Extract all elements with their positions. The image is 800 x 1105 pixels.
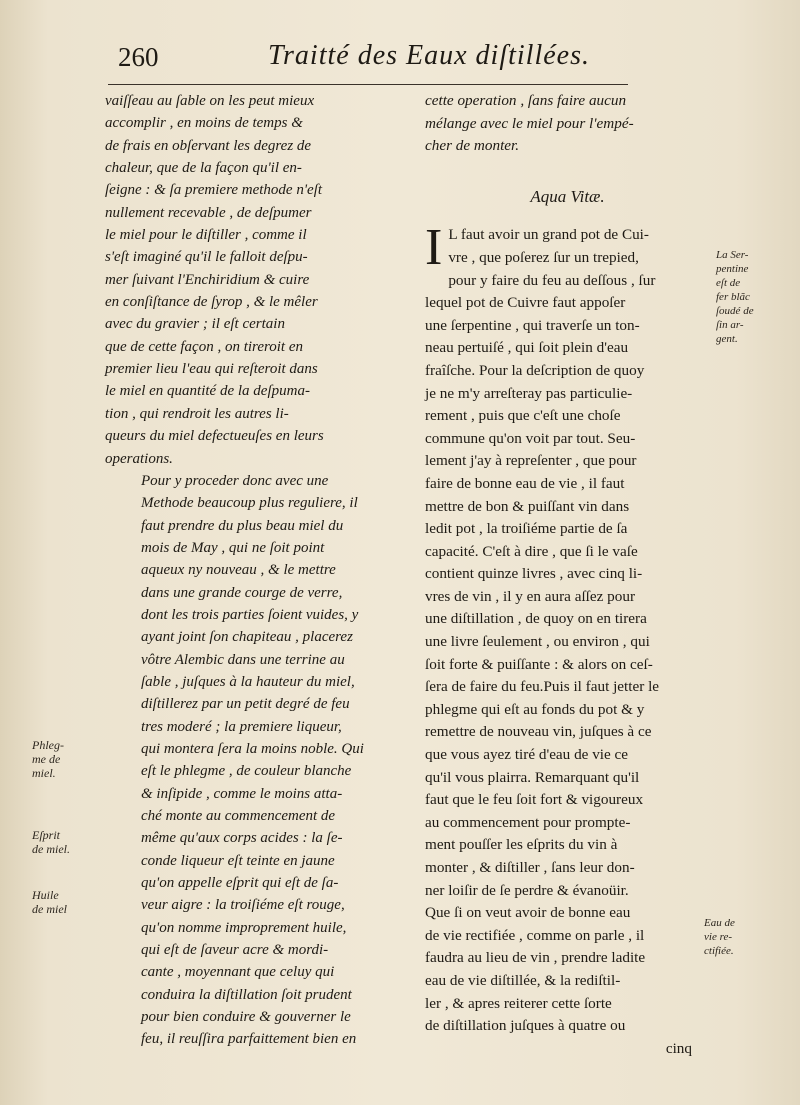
text-line: ſera de faire du feu.Puis il faut jetter le (425, 678, 660, 696)
text-line: dont les trois parties ſoient vuides, y (141, 606, 359, 623)
text-line: vres de vin , il y en aura aſſez pour (425, 587, 636, 605)
text-line: ſoit forte & puiſſante : & alors on ceſ- (425, 655, 653, 673)
text-line: vre , que poſerez ſur un trepied, (448, 248, 639, 266)
text-line: lequel pot de Cuivre faut appoſer (425, 294, 626, 312)
text-line: lement j'ay à repreſenter , que pour (425, 452, 637, 470)
text-line: que vous ayez tiré d'eau de vie ce (425, 746, 629, 764)
margin-note-line: Eſprit (32, 828, 61, 842)
margin-note-line: pentine (716, 263, 749, 275)
text-line: operations. (105, 450, 173, 467)
text-line: qu'il vous plairra. Remarquant qu'il (425, 768, 640, 786)
text-line: chaleur, que de la façon qu'il en- (105, 160, 302, 177)
margin-note-line: de miel. (32, 842, 70, 856)
margin-note-line: ſoudé de (716, 305, 754, 317)
text-line: aqueux ny nouveau , & le mettre (141, 562, 336, 579)
text-line: faut que le feu ſoit fort & vigoureux (425, 791, 644, 809)
text-line: feu, il reuſſira parfaittement bien en (141, 1031, 357, 1048)
text-line: que de cette façon , on tireroit en (105, 338, 303, 355)
text-line: le miel pour le diſtiller , comme il (105, 227, 307, 244)
text-line: conde liqueur eſt teinte en jaune (141, 852, 335, 869)
text-line: pour y faire du feu au deſſous , ſur (448, 271, 656, 289)
text-line: dans une grande courge de verre, (141, 584, 343, 601)
text-line: eſt le phlegme , de couleur blanche (141, 763, 352, 780)
text-line: commune qu'on voit par tout. Seu- (425, 429, 636, 447)
margin-note-huile (32, 888, 67, 916)
text-line: & inſipide , comme le moins atta- (141, 785, 343, 802)
margin-note-line: de miel (32, 902, 67, 916)
text-line: de frais en obſervant les degrez de (105, 137, 312, 154)
margin-note-line: gent. (716, 333, 738, 345)
text-line: accomplir , en moins de temps & (105, 115, 303, 132)
page-number: 260 (118, 42, 159, 72)
margin-note-eau-de-vie (704, 916, 735, 958)
section-heading: Aqua Vitæ. (530, 186, 605, 206)
text-line: de vie rectifiée , comme on parle , il (425, 926, 645, 944)
margin-note-phlegme (32, 738, 64, 780)
text-line: remettre de nouveau vin, juſques à ce (425, 723, 652, 741)
text-line: ment pouſſer les eſprits du vin à (425, 836, 618, 854)
margin-note-line: fer blãc (716, 291, 750, 303)
text-line: Pour y proceder donc avec une (141, 472, 329, 489)
text-line: capacité. C'eſt à dire , que ſi le vaſe (425, 542, 638, 560)
text-line: neau pertuiſé , qui ſoit plein d'eau (425, 339, 629, 357)
text-line: qu'on nomme improprement huile, (141, 919, 347, 936)
text-line: vôtre Alembic dans une terrine au (141, 651, 345, 668)
text-line: mélange avec le miel pour l'empé- (425, 114, 634, 132)
margin-note-line: La Ser- (716, 249, 749, 261)
text-line: qu'on appelle eſprit qui eſt de ſa- (141, 875, 339, 892)
text-line: premier lieu l'eau qui reſteroit dans (105, 361, 318, 378)
right-column (425, 90, 710, 1060)
text-line: qui montera ſera la moins noble. Qui (141, 740, 364, 757)
text-line: une ſerpentine , qui traverſe un ton- (425, 316, 640, 334)
text-line: vaiſſeau au ſable on les peut mieux (105, 93, 315, 109)
text-line: queurs du miel defectueuſes en leurs (105, 428, 324, 445)
text-line: tion , qui rendroit les autres li- (105, 405, 289, 422)
text-line: avec du gravier ; il eſt certain (105, 316, 285, 333)
text-line: faut prendre du plus beau miel du (141, 517, 344, 534)
text-line: ledit pot , la troiſiéme partie de ſa (425, 520, 628, 538)
text-line: mer ſuivant l'Enchiridium & cuire (105, 271, 310, 288)
margin-note-line: ctifiée. (704, 945, 734, 957)
text-line: ayant joint ſon chapiteau , placerez (141, 629, 353, 646)
text-line: fraîſche. Pour la deſcription de quoy (425, 361, 645, 379)
text-line: Methode beaucoup plus reguliere, il (141, 495, 358, 512)
left-paragraph-1 (105, 90, 405, 470)
text-line: nullement recevable , de deſpumer (105, 204, 312, 221)
drop-cap: I (425, 219, 443, 277)
text-line: contient quinze livres , avec cinq li- (425, 565, 643, 583)
text-line: diſtillerez par un petit degré de feu (141, 696, 350, 713)
text-line: une diſtillation , de quoy on en tirera (425, 610, 647, 628)
text-line: eau de vie diſtillée, & la rediſtil- (425, 971, 621, 989)
text-line: ler , & apres reiterer cette ſorte (425, 994, 612, 1012)
aqua-vitae-text (425, 219, 710, 1037)
running-title: Traitté des Eaux diſtillées. (268, 40, 590, 71)
margin-note-serpentine (716, 248, 754, 346)
left-column (105, 90, 405, 1051)
margin-note-line: miel. (32, 766, 56, 780)
text-line: veur aigre : la troiſiéme eſt rouge, (141, 897, 345, 914)
text-line: pour bien conduire & gouverner le (141, 1009, 351, 1026)
text-line: mettre de bon & puiſſant vin dans (425, 497, 630, 515)
text-line: mois de May , qui ne ſoit point (141, 539, 325, 556)
page-header (108, 38, 628, 85)
text-line: phlegme qui eſt au fonds du pot & y (425, 700, 645, 718)
margin-note-line: Eau de (704, 917, 735, 929)
text-line: le miel en quantité de la deſpuma- (105, 383, 310, 400)
text-line: ché monte au commencement de (141, 808, 336, 824)
text-line: au commencement pour prompte- (425, 813, 631, 831)
margin-note-line: Huile (32, 888, 59, 902)
left-paragraph-2 (105, 470, 405, 1051)
text-line: faire de bonne eau de vie , il faut (425, 474, 625, 492)
text-line: cette operation , ſans faire aucun (425, 92, 627, 109)
margin-note-line: ſin ar- (716, 319, 744, 331)
text-line: monter , & diſtiller , ſans leur don- (425, 859, 635, 876)
text-line: qui eſt de ſaveur acre & mordi- (141, 942, 329, 959)
text-line: une livre ſeulement , ou environ , qui (425, 633, 650, 651)
text-line: conduira la diſtillation ſoit prudent (141, 986, 352, 1003)
text-line: en conſiſtance de ſyrop , & le mêler (105, 294, 318, 311)
margin-note-line: vie re- (704, 931, 732, 943)
text-line: même qu'aux corps acides : la ſe- (141, 830, 343, 847)
text-line: s'eſt imaginé qu'il le falloit deſpu- (105, 249, 308, 266)
catchword: cinq (665, 1039, 692, 1057)
margin-note-line: Phleg- (32, 738, 64, 752)
text-line: tres moderé ; la premiere liqueur, (141, 718, 342, 735)
text-line: je ne m'y arreſteray pas particulie- (425, 384, 633, 402)
margin-note-line: eſt de (716, 277, 741, 289)
right-intro-text (425, 90, 710, 158)
text-line: faudra au lieu de vin , prendre ladite (425, 949, 646, 967)
text-line: ſable , juſques à la hauteur du miel, (141, 673, 355, 690)
text-line: de diſtillation juſques à quatre ou (425, 1017, 626, 1035)
text-line: ſeigne : & ſa premiere methode n'eſt (105, 182, 323, 199)
margin-note-esprit (32, 828, 70, 856)
text-line: ner loiſir de ſe perdre & évanoüir. (425, 881, 629, 899)
text-line: Que ſi on veut avoir de bonne eau (425, 904, 631, 922)
margin-note-line: me de (32, 752, 61, 766)
text-line: cher de monter. (425, 137, 520, 155)
text-line: cante , moyennant que celuy qui (141, 964, 335, 981)
text-line: rement , puis que c'eſt une choſe (425, 407, 621, 425)
text-line: L faut avoir un grand pot de Cui- (448, 226, 649, 244)
